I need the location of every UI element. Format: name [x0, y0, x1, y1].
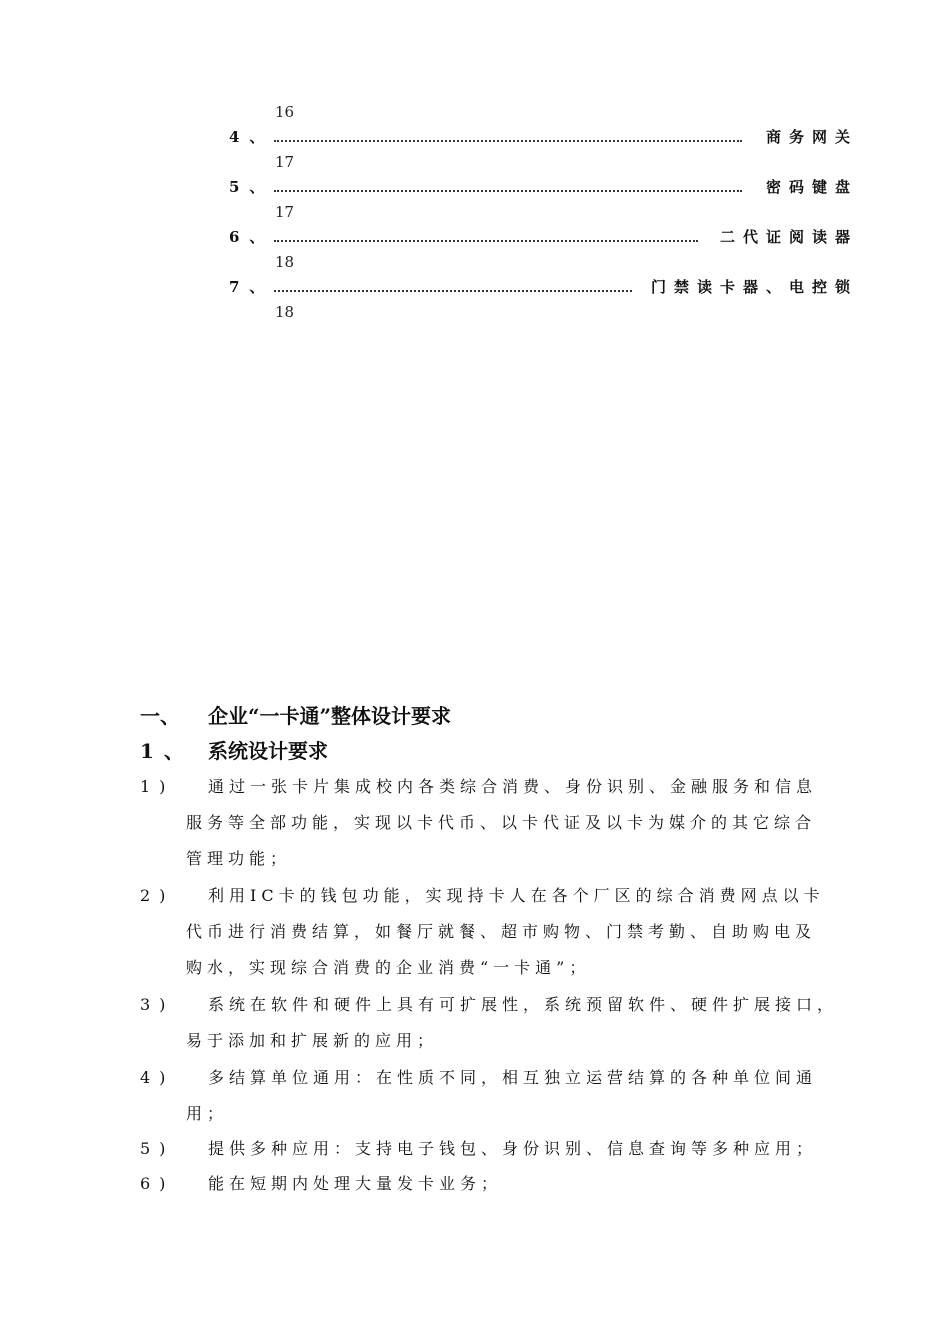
toc-entry-label[interactable]: 商务网关: [765, 128, 858, 146]
item-line: 通过一张卡片集成校内各类综合消费、身份识别、金融服务和信息: [208, 777, 818, 796]
toc-dot-leader: [274, 228, 698, 242]
toc-page-number: 18: [275, 253, 295, 271]
list-item: [140, 1060, 860, 1132]
item-number: 3): [140, 995, 175, 1014]
item-line: 利用IC卡的钱包功能，实现持卡人在各个厂区的综合消费网点以卡: [208, 886, 825, 905]
toc-page-number: 18: [275, 303, 295, 321]
section-heading: [140, 703, 451, 729]
item-number: 6): [140, 1174, 175, 1193]
toc-entry-number: 4、: [229, 128, 275, 146]
section-number: 一、: [140, 704, 180, 728]
item-line: 购水，实现综合消费的企业消费“一卡通”；: [186, 958, 591, 977]
item-line: 代币进行消费结算，如餐厅就餐、超市购物、门禁考勤、自助购电及: [186, 922, 817, 941]
toc-entry-label[interactable]: 门禁读卡器、电控锁: [650, 278, 858, 296]
toc-page-number: 17: [275, 153, 295, 171]
item-number: 2): [140, 886, 175, 905]
item-line: 提供多种应用：支持电子钱包、身份识别、信息查询等多种应用；: [208, 1139, 818, 1158]
list-item: [140, 769, 860, 877]
item-line: 多结算单位通用：在性质不同，相互独立运营结算的各种单位间通: [208, 1068, 818, 1087]
subsection-number: 1、: [140, 739, 194, 763]
item-number: 5): [140, 1139, 175, 1158]
subsection-title: 系统设计要求: [208, 739, 328, 763]
toc-entry-number: 7、: [229, 278, 275, 296]
list-item: [140, 1166, 860, 1202]
toc-entry-number: 6、: [229, 228, 275, 246]
item-line: 易于添加和扩展新的应用；: [186, 1031, 439, 1050]
item-number: 1): [140, 777, 175, 796]
item-line: 服务等全部功能，实现以卡代币、以卡代证及以卡为媒介的其它综合: [186, 813, 817, 832]
item-line: 管理功能；: [186, 849, 292, 868]
toc-entry-number: 5、: [229, 178, 275, 196]
toc-entry-label[interactable]: 密码键盘: [765, 178, 858, 196]
toc-dot-leader: [274, 128, 742, 142]
toc-page-number: 17: [275, 203, 295, 221]
item-line: 能在短期内处理大量发卡业务；: [208, 1174, 503, 1193]
toc-page-number: 16: [275, 103, 295, 121]
subsection-heading: [140, 738, 328, 764]
toc-entry-label[interactable]: 二代证阅读器: [719, 228, 858, 246]
list-item: [140, 878, 860, 986]
section-title: 企业“一卡通”整体设计要求: [208, 704, 452, 728]
toc-dot-leader: [274, 278, 632, 292]
list-item: [140, 987, 860, 1059]
item-line: 用；: [186, 1104, 229, 1123]
list-item: [140, 1131, 860, 1167]
item-number: 4): [140, 1068, 175, 1087]
toc-dot-leader: [274, 178, 742, 192]
item-line: 系统在软件和硬件上具有可扩展性，系统预留软件、硬件扩展接口，: [208, 995, 839, 1014]
